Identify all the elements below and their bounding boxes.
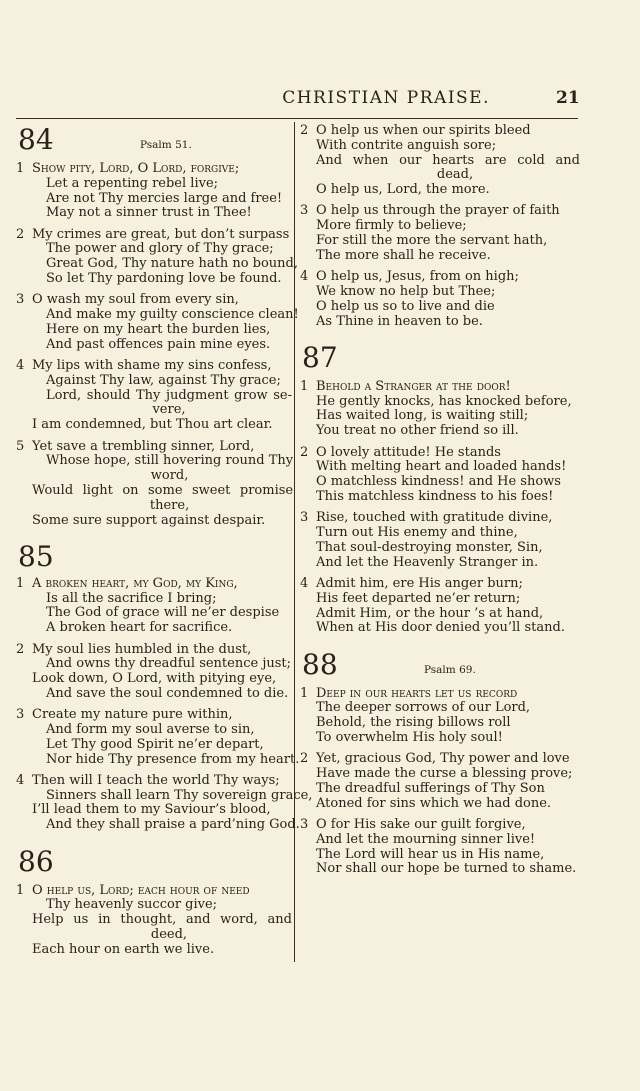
verse-line: With contrite anguish sore;	[316, 137, 497, 153]
verse-line: Would light on some sweet promise	[32, 482, 294, 498]
verse-line: And save the soul condemned to die.	[46, 685, 289, 701]
verse-line: And make my guilty conscience clean!	[46, 307, 299, 323]
verse-line: O help us, Lord, the more.	[316, 182, 490, 198]
verse-line: Rise, touched with gratitude divine,	[316, 510, 553, 526]
verse-line: For still the more the servant hath,	[316, 233, 548, 249]
verse-line: My lips with shame my sins confess,	[32, 358, 272, 374]
running-title: CHRISTIAN PRAISE.	[282, 88, 490, 108]
hymn-heading	[300, 649, 580, 687]
verse-line: Atoned for sins which we had done.	[316, 795, 552, 811]
page-header	[0, 88, 640, 118]
verse	[16, 577, 292, 636]
verse-line: My soul lies humbled in the dust,	[32, 641, 252, 657]
verse-line: And form my soul averse to sin,	[46, 722, 255, 737]
hymn-86-continued	[300, 124, 580, 329]
verse-number: 2	[300, 444, 309, 460]
header-rule	[16, 118, 578, 119]
verse-line: And when our hearts are cold and	[316, 152, 580, 168]
hymn-84	[16, 123, 299, 528]
verse-number: 3	[16, 707, 25, 723]
verse-number: 2	[300, 123, 309, 138]
hymn-number: 86	[18, 844, 54, 878]
verse-line: O help us, Jesus, from on high;	[316, 269, 519, 285]
verse-line: More firmly to believe;	[316, 218, 467, 234]
psalm-reference: Psalm 51.	[140, 139, 192, 151]
verse-line: That soul-destroying monster, Sin,	[316, 539, 543, 555]
hymn-heading	[300, 342, 580, 380]
hymn-heading	[16, 541, 292, 577]
verse-line: May not a sinner trust in Thee!	[46, 205, 252, 221]
verse-line: O help us through the prayer of faith	[316, 203, 560, 219]
verse	[300, 511, 580, 570]
verse-line: Yet save a trembling sinner, Lord,	[32, 438, 255, 454]
verse-line: I am condemned, but Thou art clear.	[32, 417, 273, 433]
verse-number: 1	[16, 575, 25, 591]
verse	[16, 292, 299, 352]
verse	[300, 577, 580, 636]
hymn-87	[300, 342, 580, 636]
verse-line: Some sure support against despair.	[32, 512, 266, 528]
verse-line: My crimes are great, but don’t surpass	[32, 226, 290, 242]
verse	[300, 380, 580, 439]
verse-line: there,	[149, 497, 190, 513]
hymn-number: 87	[302, 340, 338, 374]
hymn-heading	[16, 124, 292, 162]
verse	[16, 772, 313, 833]
left-column	[16, 123, 313, 964]
hymn-number: 88	[302, 647, 338, 681]
verse	[300, 687, 580, 746]
verse	[16, 707, 300, 767]
verse-line: Against Thy law, against Thy grace;	[46, 372, 281, 388]
verse-line: The dreadful sufferings of Thy Son	[316, 780, 545, 796]
verse-line: Is all the sacrifice I bring;	[46, 590, 217, 606]
verse-number: 1	[300, 378, 309, 394]
verse-line: O for His sake our guilt forgive,	[316, 816, 526, 832]
verse-number: 2	[16, 226, 25, 242]
verse-line: The more shall he receive.	[316, 247, 491, 263]
verse	[16, 884, 292, 958]
verse-line: Yet, gracious God, Thy power and love	[316, 751, 570, 767]
verse-line: The deeper sorrows of our Lord,	[316, 700, 531, 716]
verse-line: The Lord will hear us in His name,	[316, 846, 545, 862]
verse-number: 2	[16, 641, 25, 657]
verse-number: 2	[300, 751, 309, 767]
verse-line: Turn out His enemy and thine,	[316, 525, 518, 541]
verse-number: 1	[16, 161, 25, 176]
verse-line: Nor hide Thy presence from my heart.	[46, 751, 300, 767]
verse-line: A broken heart, my God, my King,	[32, 575, 238, 591]
verse-number: 1	[300, 685, 309, 701]
verse	[16, 162, 292, 221]
verse-line: Deep in our hearts let us record	[316, 685, 518, 701]
verse	[16, 359, 292, 433]
verse-line: O matchless kindness! and He shows	[316, 474, 561, 490]
verse-line: He gently knocks, has knocked before,	[316, 393, 572, 409]
verse-line: Whose hope, still hovering round Thy	[46, 453, 294, 469]
verse-line: And they shall praise a pard’ning God.	[46, 817, 300, 833]
verse-line: word,	[150, 468, 189, 484]
verse-line: Create my nature pure within,	[32, 707, 233, 723]
verse-line: Let a repenting rebel live;	[46, 175, 219, 191]
verse-line: I’ll lead them to my Saviour’s blood,	[32, 802, 271, 818]
verse-line: O help us when our spirits bleed	[316, 123, 531, 138]
psalm-reference: Psalm 69.	[424, 663, 476, 676]
verse-line: O help us so to live and die	[316, 298, 495, 314]
verse-line: Help us in thought, and word, and	[32, 912, 292, 928]
verse-line: We know no help but Thee;	[316, 283, 496, 299]
verse	[300, 124, 580, 198]
verse	[300, 270, 580, 329]
verse-line: And past offences pain mine eyes.	[46, 336, 271, 352]
verse-number: 5	[16, 438, 25, 454]
verse-line: With melting heart and loaded hands!	[316, 459, 567, 475]
verse	[300, 752, 580, 811]
verse-line: You treat no other friend so ill.	[316, 423, 519, 439]
verse-number: 4	[300, 269, 309, 285]
verse-line: This matchless kindness to his foes!	[316, 488, 554, 504]
verse-line: Behold a Stranger at the door!	[316, 378, 511, 394]
verse-line: Then will I teach the world Thy ways;	[32, 772, 280, 788]
verse-number: 3	[16, 292, 25, 308]
verse-line: The God of grace will ne’er despise	[46, 605, 280, 621]
verse-line: As Thine in heaven to be.	[316, 313, 483, 329]
verse-number: 3	[300, 203, 309, 219]
verse-line: Look down, O Lord, with pitying eye,	[32, 671, 277, 687]
verse-line: Thy heavenly succor give;	[46, 897, 218, 913]
hymn-85	[16, 539, 313, 833]
verse-line: vere,	[152, 402, 186, 418]
hymn-heading	[16, 846, 292, 884]
verse-line: Here on my heart the burden lies,	[46, 321, 271, 337]
verse-line: Great God, Thy nature hath no bound,	[46, 256, 299, 272]
verse-line: Are not Thy mercies large and free!	[46, 190, 283, 206]
hymn-number: 84	[18, 123, 54, 156]
verse	[300, 818, 580, 877]
verse-line: deed,	[150, 926, 188, 942]
verse-line: Let Thy good Spirit ne’er depart,	[46, 736, 264, 752]
hymn-88	[300, 649, 580, 878]
verse	[16, 440, 292, 529]
verse	[300, 204, 580, 263]
verse-number: 1	[16, 882, 25, 898]
verse-line: Admit Him, or the hour ’s at hand,	[316, 605, 544, 621]
verse-number: 4	[300, 575, 309, 591]
hymn-number: 85	[18, 539, 54, 573]
verse-line: And owns thy dreadful sentence just;	[46, 656, 292, 672]
verse-line: And let the Heavenly Stranger in.	[316, 554, 539, 570]
verse	[16, 643, 292, 702]
verse-number: 4	[16, 358, 25, 374]
verse-line: Nor shall our hope be turned to shame.	[316, 861, 577, 877]
verse-number: 3	[300, 816, 309, 832]
verse-line: Have made the curse a blessing prove;	[316, 766, 573, 782]
verse-line: Lord, should Thy judgment grow se-	[46, 387, 292, 403]
hymn-86	[16, 846, 292, 958]
verse-line: O help us, Lord; each hour of need	[32, 882, 250, 898]
verse-number: 4	[16, 772, 25, 788]
verse	[16, 226, 299, 287]
verse-line: Admit him, ere His anger burn;	[316, 575, 523, 591]
verse-line: Each hour on earth we live.	[32, 941, 215, 957]
verse-line: Sinners shall learn Thy sovereign grace,	[46, 787, 313, 803]
verse	[300, 446, 580, 505]
verse-line: A broken heart for sacrifice.	[46, 620, 233, 636]
verse-line: To overwhelm His holy soul!	[316, 730, 503, 745]
verse-line: Has waited long, is waiting still;	[316, 408, 529, 424]
right-column	[300, 124, 580, 884]
verse-line: The power and glory of Thy grace;	[46, 241, 274, 257]
verse-line: dead,	[436, 167, 474, 183]
verse-line: O wash my soul from every sin,	[32, 292, 239, 308]
verse-line: And let the mourning sinner live!	[316, 831, 536, 847]
verse-line: When at His door denied you’ll stand.	[316, 620, 565, 636]
verse-line: Show pity, Lord, O Lord, forgive;	[32, 161, 240, 176]
verse-line: Behold, the rising billows roll	[316, 715, 511, 731]
verse-number: 3	[300, 510, 309, 526]
verse-line: O lovely attitude! He stands	[316, 444, 501, 460]
page-number: 21	[556, 88, 580, 108]
verse-line: His feet departed ne’er return;	[316, 590, 521, 606]
verse-line: So let Thy pardoning love be found.	[46, 271, 282, 287]
